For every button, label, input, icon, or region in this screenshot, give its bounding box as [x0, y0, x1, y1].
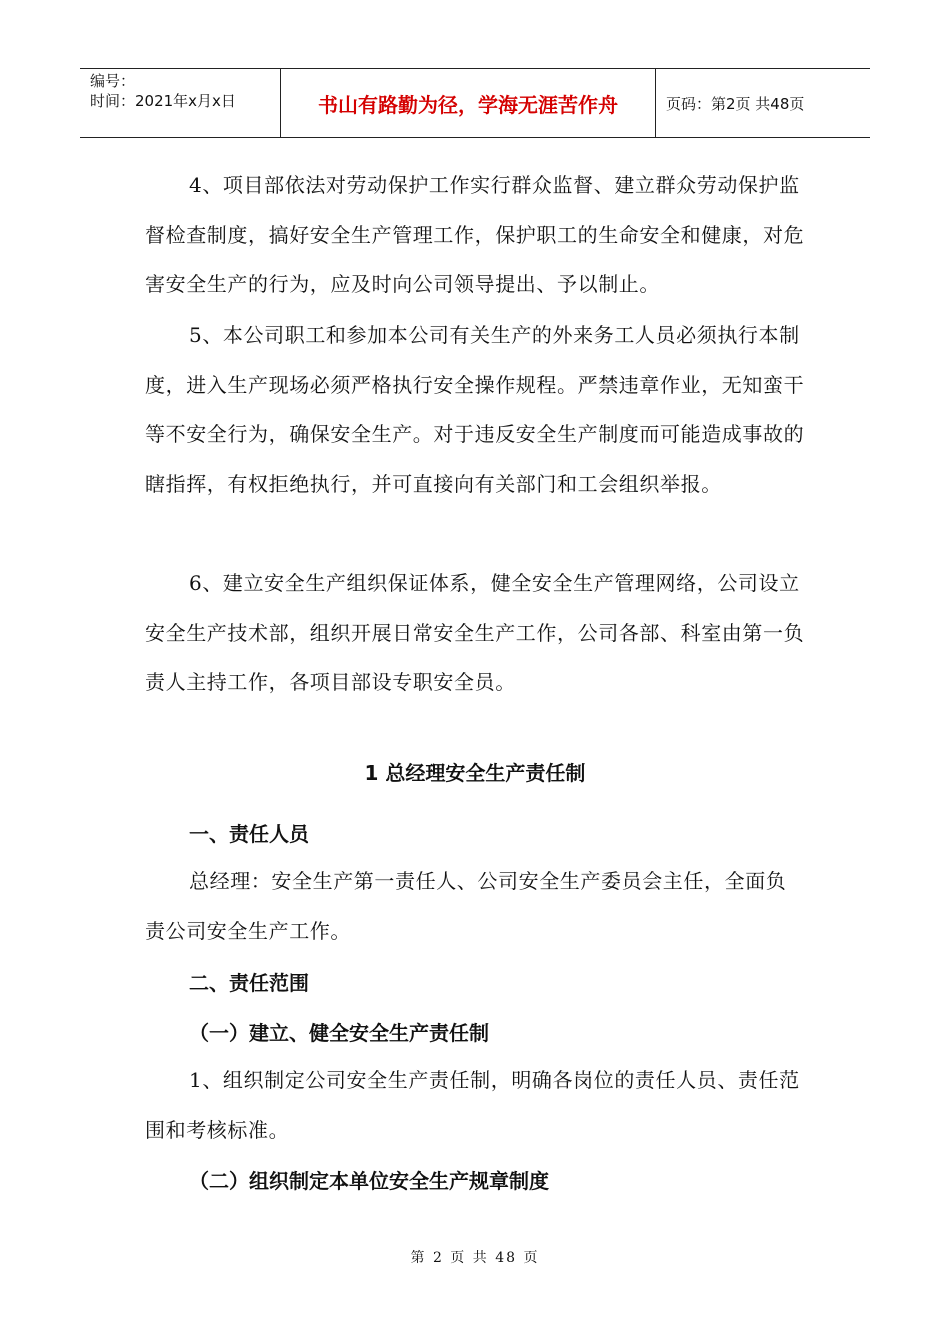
paragraph-general-manager: 总经理：安全生产第一责任人、公司安全生产委员会主任，全面负责公司安全生产工作。 [145, 869, 787, 943]
paragraph-5: 5、本公司职工和参加本公司有关生产的外来务工人员必须执行本制度，进入生产现场必须严格执行安全操作规程。严禁违章作业，无知蛮干等不安全行为，确保安全生产。对于违反安全生产制度而可能造成事故的瞎指挥，有权拒绝执行，并可直接向有关部门和工会组织举报。 [145, 323, 805, 496]
page-footer: 第 2 页 共 48 页 [410, 1250, 540, 1266]
paragraph-4: 4、项目部依法对劳动保护工作实行群众监督、建立群众劳动保护监督检查制度，搞好安全生产管理工作，保护职工的生命安全和健康，对危害安全生产的行为，应及时向公司领导提出、予以制止。 [145, 173, 805, 296]
number-label: 编号： [90, 72, 136, 90]
paragraph-sub-1: 1、组织制定公司安全生产责任制，明确各岗位的责任人员、责任范围和考核标准。 [145, 1068, 800, 1142]
subheading-responsibility-system: （一）建立、健全安全生产责任制 [189, 1021, 489, 1045]
document-header [80, 68, 870, 138]
heading-responsible-persons: 一、责任人员 [189, 822, 309, 846]
heading-responsibility-scope: 二、责任范围 [189, 971, 309, 995]
header-motto: 书山有路勤为径，学海无涯苦作舟 [280, 69, 656, 137]
header-page-info: 页码：第2页 共48页 [666, 94, 805, 113]
date-label: 时间：2021年x月x日 [90, 92, 236, 110]
paragraph-6: 6、建立安全生产组织保证体系，健全安全生产管理网络，公司设立安全生产技术部，组织开展日常安全生产工作，公司各部、科室由第一负责人主持工作，各项目部设专职安全员。 [145, 571, 805, 694]
subheading-rules: （二）组织制定本单位安全生产规章制度 [189, 1169, 549, 1193]
header-meta [80, 69, 280, 137]
section-title: 1 总经理安全生产责任制 [364, 761, 586, 785]
